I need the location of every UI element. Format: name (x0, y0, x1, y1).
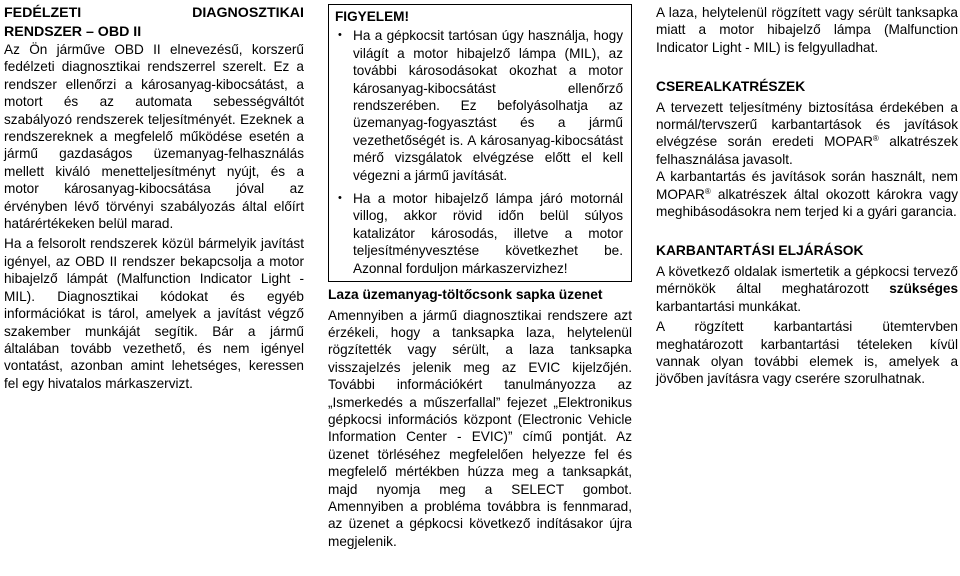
obd-repair-paragraph: Ha a felsorolt rendszerek közül bármelyik javítást igényel, az OBD II rendszer bekapcsolja a motor hibajelző lámpát (Malfunction Indicator Light - MIL). Diagnosztikai kódokat és egyéb információkat is tárol, amelyek a javítást végző szakember munkáját segítik. Bár a jármű általában tovább vezethető, és nem igényel vontatást, azonban amint lehetséges, keressen fel egy hivatalos márkaszervizt. (4, 236, 304, 391)
spare-text-c: A karbantartás és javítások során használt, nem MOPAR (656, 169, 958, 202)
bullet-icon: • (338, 29, 342, 42)
column-right (656, 4, 958, 388)
spare-text-d: alkatrészek által okozott károkra vagy meghibásodásokra nem terjed ki a gyári garancia. (656, 186, 958, 220)
title-right: DIAGNOSZTIKAI (192, 5, 304, 21)
maintenance-heading: KARBANTARTÁSI ELJÁRÁSOK (656, 243, 864, 259)
warning-item (335, 190, 623, 277)
registered-mark: ® (704, 186, 711, 196)
spare-parts-paragraph-1 (656, 99, 958, 169)
spare-text-a: A tervezett teljesítmény biztosítása érdekében a normál/tervszerű karbantartások és javítások elvégzése során eredeti MOPAR (656, 99, 958, 150)
title-line2: RENDSZER – OBD II (4, 23, 142, 40)
maint-text-b: karbantartási munkákat. (656, 298, 802, 314)
warning-item-text: Ha a gépkocsit tartósan úgy használja, hogy világít a motor hibajelző lámpa (MIL), az további károsodásokat okozhat a motor károsanyag-kibocsátást ellenőrző rendszerében. Ez befolyásolhatja az üzemanyag-fogyasztást és a jármű vezethetőségét is. A károsanyag-kibocsátást mérő vizsgálatok elvégzése előtt el kell végezni a jármű javítását. (353, 28, 623, 183)
column-left (4, 4, 304, 392)
maintenance-paragraph-1 (656, 263, 958, 315)
warning-list (335, 27, 623, 277)
fuel-cap-paragraph: Amennyiben a jármű diagnosztikai rendszere azt érzékeli, hogy a tanksapka laza, helytelenül rögzítették vagy sérült, a laza tanksapka visszajelzés jelenik meg az EVIC kijelzőjén. További információkért tanulmányozza az „Ismerkedés a műszerfallal” fejezet „Elektronikus gépkocsi információs központ (Electronic Vehicle Information Center - EVIC)” című pontját. Az üzenet törléséhez megfelelően helyezze fel és megfelelő mértékben húzza meg a tanksapkát, majd nyomja meg a SELECT gombot. Amennyiben a probléma továbbra is fennmarad, az üzenet a gépkocsi következő indításakor újra megjelenik. (328, 307, 632, 549)
warning-box (328, 4, 632, 282)
section-title-obd (4, 4, 304, 41)
registered-mark: ® (872, 134, 879, 144)
column-middle (328, 4, 632, 550)
maint-text-a: A következő oldalak ismertetik a gépkocsi tervező mérnökök által meghatározott (656, 263, 958, 297)
warning-item-text: Ha a motor hibajelző lámpa járó motornál villog, akkor rövid időn belül súlyos katalizátor károsodás, illetve a motor teljesítményvesztése következhet be. Azonnal forduljon márkaszervizhez! (353, 191, 623, 276)
maint-text-bold: szükséges (889, 281, 958, 297)
title-left: FEDÉLZETI (4, 5, 82, 21)
spare-parts-paragraph-2 (656, 168, 958, 220)
fuel-cap-heading: Laza üzemanyag-töltőcsonk sapka üzenet (328, 287, 603, 303)
bullet-icon: • (338, 192, 342, 205)
warning-item (335, 27, 623, 184)
warning-title: FIGYELEM! (335, 9, 410, 24)
maintenance-paragraph-2: A rögzített karbantartási ütemtervben meghatározott karbantartási tételeken kívül vannak olyan további elemek is, amelyek a jövőben javításra vagy cserére szorulhatnak. (656, 319, 958, 387)
obd-intro-paragraph: Az Ön járműve OBD II elnevezésű, korszerű fedélzeti diagnosztikai rendszerrel szerelt. Ez a rendszer ellenőrzi a károsanyag-kibocsátást, a motort és az automata sebességváltót szabályozó rendszerek teljesítményét. Ezeknek a rendszereknek a megfelelő működése esetén a jármű gazdaságos üzemanyag-felhasználás mellett kiváló menetteljesítményt nyújt, és a motor károsanyag-kibocsátása jóval az érvényben lévő törvényi szabályozás által előírt határértékeken belül marad. (4, 42, 304, 232)
loose-cap-mil-paragraph: A laza, helytelenül rögzített vagy sérült tanksapka miatt a motor hibajelző lámpa (Malfunction Indicator Light - MIL) is felgyulladhat. (656, 5, 958, 55)
spare-parts-heading: CSEREALKATRÉSZEK (656, 79, 806, 95)
spare-text-b: alkatrészek felhasználása javasolt. (656, 134, 959, 167)
